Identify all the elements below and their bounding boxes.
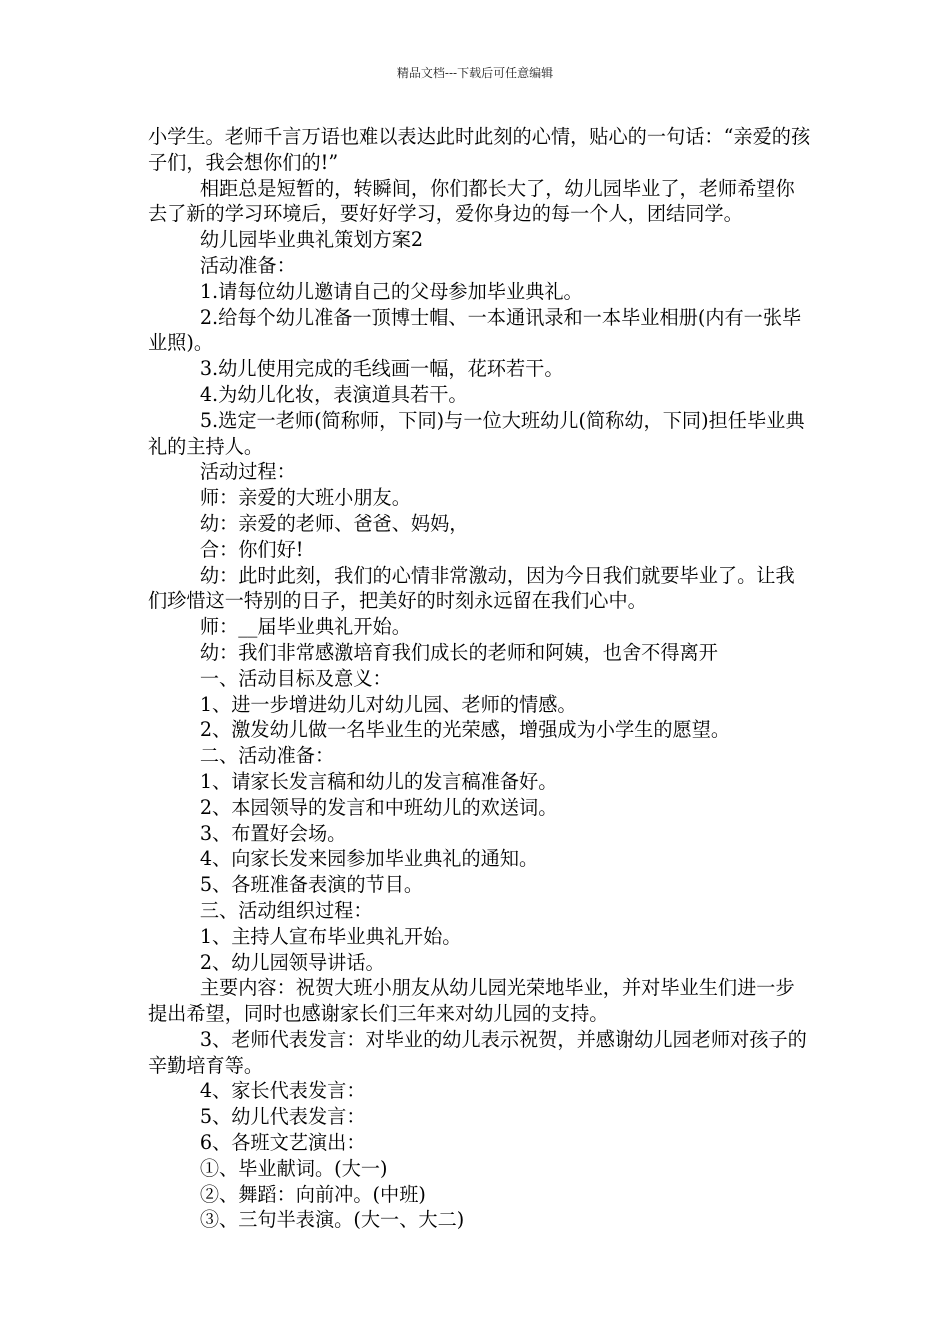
paragraph: 活动准备： xyxy=(199,253,296,277)
paragraph: 幼：我们非常感激培育我们成长的老师和阿姨，也舍不得离开 xyxy=(199,640,718,664)
paragraph: 1.请每位幼儿邀请自己的父母参加毕业典礼。 xyxy=(199,279,583,303)
paragraph: ③、三句半表演。(大一、大二) xyxy=(199,1208,465,1232)
paragraph: 合：你们好! xyxy=(199,537,304,561)
paragraph: 2、本园领导的发言和中班幼儿的欢送词。 xyxy=(199,795,558,819)
paragraph: 一、活动目标及意义： xyxy=(199,666,392,690)
paragraph: 活动过程： xyxy=(199,460,296,484)
paragraph: 4.为幼儿化妆，表演道具若干。 xyxy=(199,382,468,406)
paragraph: 相距总是短暂的，转瞬间，你们都长大了，幼儿园毕业了，老师希望你去了新的学习环境后，要好好学习，爱你身边的每一个人，团结同学。 xyxy=(148,176,795,226)
paragraph: 三、活动组织过程： xyxy=(199,898,373,922)
document-body xyxy=(148,124,813,1233)
paragraph: 1、进一步增进幼儿对幼儿园、老师的情感。 xyxy=(199,692,577,716)
paragraph: 幼：此时此刻，我们的心情非常激动，因为今日我们就要毕业了。让我们珍惜这一特别的日子，把美好的时刻永远留在我们心中。 xyxy=(148,563,795,613)
paragraph: 5.选定一老师(简称师，下同)与一位大班幼儿(简称幼，下同)担任毕业典礼的主持人。 xyxy=(148,408,805,458)
paragraph: 幼：亲爱的老师、爸爸、妈妈， xyxy=(199,511,469,535)
paragraph: 1、主持人宣布毕业典礼开始。 xyxy=(199,924,462,948)
paragraph: 2、激发幼儿做一名毕业生的光荣感，增强成为小学生的愿望。 xyxy=(199,718,731,742)
paragraph: 小学生。老师千言万语也难以表达此时此刻的心情，贴心的一句话：“亲爱的孩子们，我会想你们的!” xyxy=(148,125,811,174)
paragraph: 3、布置好会场。 xyxy=(199,821,347,845)
paragraph: ②、舞蹈：向前冲。(中班) xyxy=(199,1182,426,1206)
paragraph: 1、请家长发言稿和幼儿的发言稿准备好。 xyxy=(199,769,558,793)
paragraph: 主要内容：祝贺大班小朋友从幼儿园光荣地毕业，并对毕业生们进一步提出希望，同时也感谢家长们三年来对幼儿园的支持。 xyxy=(148,976,795,1026)
paragraph: 3.幼儿使用完成的毛线画一幅，花环若干。 xyxy=(199,357,564,381)
paragraph: 2.给每个幼儿准备一顶博士帽、一本通讯录和一本毕业相册(内有一张毕业照)。 xyxy=(148,305,802,355)
paragraph: 4、向家长发来园参加毕业典礼的通知。 xyxy=(199,847,539,871)
paragraph: 3、老师代表发言：对毕业的幼儿表示祝贺，并感谢幼儿园老师对孩子的辛勤培育等。 xyxy=(148,1027,807,1077)
paragraph: 5、幼儿代表发言： xyxy=(199,1105,366,1129)
paragraph: 幼儿园毕业典礼策划方案2 xyxy=(199,228,424,252)
paragraph: 6、各班文艺演出： xyxy=(199,1131,366,1155)
paragraph: 4、家长代表发言： xyxy=(199,1079,366,1103)
paragraph: 师：__届毕业典礼开始。 xyxy=(199,615,411,639)
paragraph: 5、各班准备表演的节目。 xyxy=(199,873,424,897)
paragraph: 2、幼儿园领导讲话。 xyxy=(199,950,385,974)
paragraph: 师：亲爱的大班小朋友。 xyxy=(199,486,411,510)
paragraph: ①、毕业献词。(大一) xyxy=(199,1156,388,1180)
paragraph: 二、活动准备： xyxy=(199,744,335,768)
page-header: 精品文档---下载后可任意编辑 xyxy=(396,66,554,80)
